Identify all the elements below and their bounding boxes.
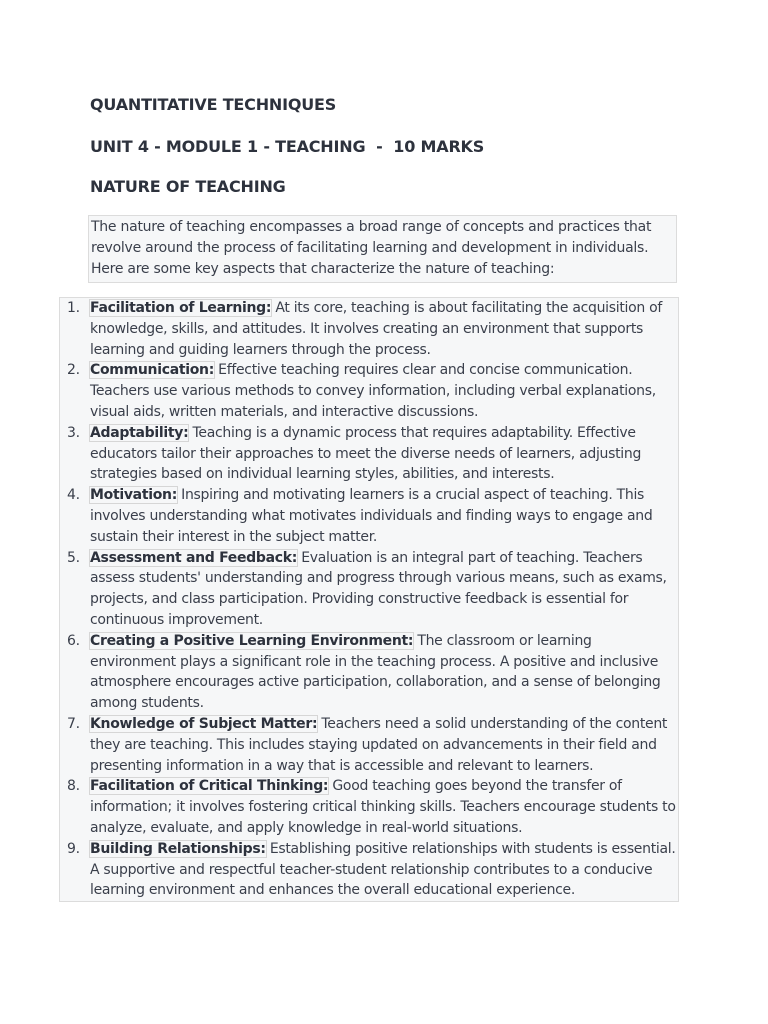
item-term: Communication:: [90, 362, 215, 379]
item-text: Effective teaching requires clear and concise communication. Teachers use various methods to convey information, including verbal explanations, visual aids, written materials, and interactive discussions.: [90, 362, 656, 420]
item-number: 5.: [67, 549, 80, 566]
list-item: [59, 298, 679, 360]
item-number: 6.: [67, 632, 80, 649]
list-item: [59, 631, 679, 714]
unit-heading: UNIT 4 - MODULE 1 - TEACHING - 10 MARKS: [90, 137, 485, 156]
intro-paragraph: The nature of teaching encompasses a broad range of concepts and practices that revolve around the process of facilitating learning and development in individuals. Here are some key aspects that characterize the nature of teaching:: [88, 215, 677, 283]
item-number: 9.: [67, 840, 80, 857]
item-text: The classroom or learning environment plays a significant role in the teaching process. A positive and inclusive atmosphere encourages active participation, collaboration, and a sense of belonging among students.: [90, 632, 661, 712]
item-term: Creating a Positive Learning Environment:: [90, 632, 414, 649]
list-item: [59, 776, 679, 838]
item-term: Motivation:: [90, 487, 177, 504]
item-text: At its core, teaching is about facilitating the acquisition of knowledge, skills, and attitudes. It involves creating an environment that supports learning and guiding learners through the process.: [90, 300, 663, 358]
list-item: [59, 548, 679, 631]
item-text: Good teaching goes beyond the transfer of information; it involves fostering critical thinking skills. Teachers encourage students to analyze, evaluate, and apply knowledge in real-world situations.: [90, 778, 676, 836]
item-number: 2.: [67, 362, 80, 379]
item-number: 7.: [67, 715, 80, 732]
item-number: 8.: [67, 778, 80, 795]
item-text: Evaluation is an integral part of teaching. Teachers assess students' understanding and progress through various means, such as exams, projects, and class participation. Providing constructive feedback is essential for continuous improvement.: [90, 549, 667, 628]
aspects-list: [59, 298, 679, 901]
list-item: [59, 839, 679, 901]
item-term: Facilitation of Learning:: [90, 300, 272, 316]
item-text: Teaching is a dynamic process that requires adaptability. Effective educators tailor their approaches to meet the diverse needs of learners, adjusting strategies based on individual learning styles, abilities, and interests.: [90, 424, 642, 483]
item-term: Adaptability:: [90, 424, 189, 441]
item-number: 4.: [67, 487, 80, 504]
item-term: Facilitation of Critical Thinking:: [90, 778, 329, 795]
item-text: Inspiring and motivating learners is a crucial aspect of teaching. This involves understanding what motivates individuals and finding ways to engage and sustain their interest in the subject matter.: [90, 487, 653, 545]
item-term: Knowledge of Subject Matter:: [90, 715, 318, 732]
item-term: Assessment and Feedback:: [90, 549, 298, 566]
item-text: Teachers need a solid understanding of the content they are teaching. This includes staying updated on advancements in their field and presenting information in a way that is accessible and relevant to learners.: [90, 715, 668, 774]
list-item: [59, 360, 679, 422]
item-text: Establishing positive relationships with students is essential. A supportive and respectful teacher-student relationship contributes to a conducive learning environment and enhances the overall educational experience.: [90, 840, 676, 899]
item-term: Building Relationships:: [90, 840, 266, 857]
list-item: [59, 423, 679, 485]
list-item: [59, 485, 679, 547]
item-number: 3.: [67, 424, 80, 441]
item-number: 1.: [67, 300, 80, 316]
section-heading: NATURE OF TEACHING: [90, 177, 286, 196]
list-item: [59, 714, 679, 776]
document-title: QUANTITATIVE TECHNIQUES: [90, 95, 337, 114]
